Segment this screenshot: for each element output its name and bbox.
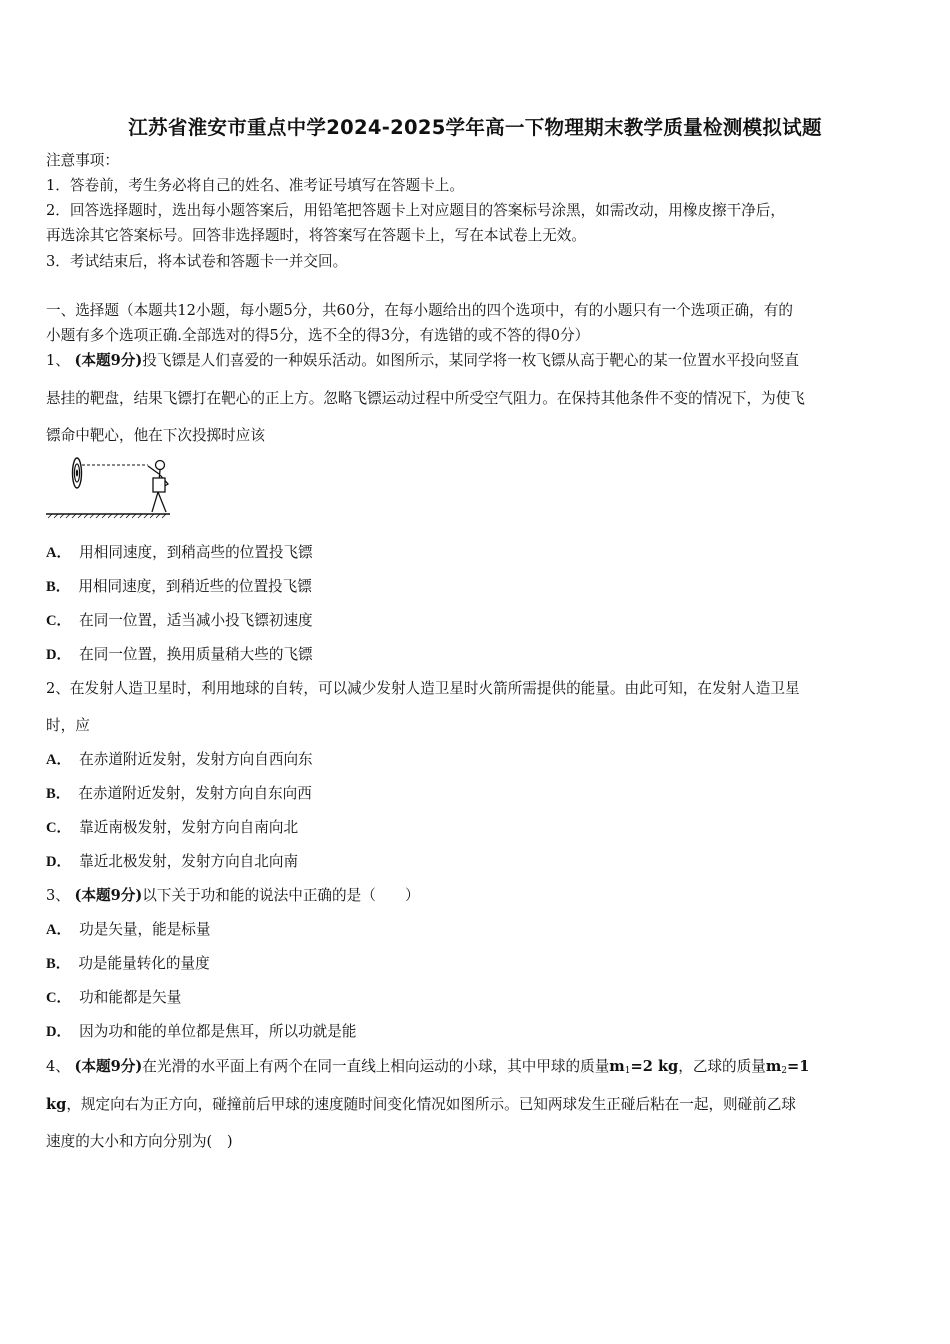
question-1-line xyxy=(46,351,906,371)
question-number: 1、 xyxy=(46,352,70,369)
option-c: C． 靠近南极发射，发射方向自南向北 xyxy=(46,819,299,836)
option-a: A． 用相同速度，到稍高些的位置投飞镖 xyxy=(46,544,313,561)
question-score: (本题9分) xyxy=(74,1058,143,1075)
page-title: 江苏省淮安市重点中学2024-2025学年高一下物理期末教学质量检测模拟试题 xyxy=(128,116,822,139)
question-4-line: 速度的大小和方向分别为( ) xyxy=(46,1133,233,1150)
notice-item: 再选涂其它答案标号。回答非选择题时，将答案写在答题卡上，写在本试卷上无效。 xyxy=(46,227,586,244)
question-number: 4、 xyxy=(46,1058,70,1075)
question-4-line: 4、 (本题9分)在光滑的水平面上有两个在同一直线上相向运动的小球，其中甲球的质量$m_1=2$ kg，乙球的质量$m_2=1$ xyxy=(46,1058,810,1076)
option-c: C． 在同一位置，适当减小投飞镖初速度 xyxy=(46,612,313,629)
dartboard-icon xyxy=(73,458,82,488)
option-b: B． 用相同速度，到稍近些的位置投飞镖 xyxy=(46,578,312,595)
person-icon xyxy=(148,461,168,513)
question-1-line: 悬挂的靶盘，结果飞镖打在靶心的正上方。忽略飞镖运动过程中所受空气阻力。在保持其他条件不变的情况下，为使飞 xyxy=(46,390,805,407)
dart-throw-figure xyxy=(44,452,174,520)
notice-item: 1．答卷前，考生务必将自己的姓名、准考证号填写在答题卡上。 xyxy=(46,177,464,194)
notice-item: 2．回答选择题时，选出每小题答案后，用铅笔把答题卡上对应题目的答案标号涂黑，如需改动，用橡皮擦干净后， xyxy=(46,202,785,219)
question-score: (本题9分) xyxy=(74,352,143,369)
notice-item: 3．考试结束后，将本试卷和答题卡一并交回。 xyxy=(46,253,348,270)
question-stem: 投飞镖是人们喜爱的一种娱乐活动。如图所示，某同学将一枚飞镖从高于靶心的某一位置水平投向竖直 xyxy=(142,352,800,369)
option-a: A． 功是矢量，能是标量 xyxy=(46,921,211,938)
section-instructions: 一、选择题（本题共12小题，每小题5分，共60分，在每小题给出的四个选项中，有的小题只有一个选项正确，有的 xyxy=(46,302,793,319)
option-d: D． 在同一位置，换用质量稍大些的飞镖 xyxy=(46,646,313,663)
notice-heading: 注意事项： xyxy=(46,152,119,169)
question-3-line xyxy=(46,886,906,906)
question-2-line: 时，应 xyxy=(46,717,90,734)
question-score: (本题9分) xyxy=(74,887,143,904)
question-stem: 以下关于功和能的说法中正确的是（ ） xyxy=(142,887,420,904)
option-d: D． 因为功和能的单位都是焦耳，所以功就是能 xyxy=(46,1023,357,1040)
option-c: C． 功和能都是矢量 xyxy=(46,989,182,1006)
option-d: D． 靠近北极发射，发射方向自北向南 xyxy=(46,853,299,870)
option-b: B． 功是能量转化的量度 xyxy=(46,955,210,972)
question-4-line: kg，规定向右为正方向，碰撞前后甲球的速度随时间变化情况如图所示。已知两球发生正碰后粘在一起，则碰前乙球 xyxy=(46,1096,797,1113)
ground-line xyxy=(46,514,170,518)
question-1-line: 镖命中靶心，他在下次投掷时应该 xyxy=(46,427,265,444)
question-2-line: 2、在发射人造卫星时，利用地球的自转，可以减少发射人造卫星时火箭所需提供的能量。由此可知，在发射人造卫星 xyxy=(46,680,800,697)
option-b: B． 在赤道附近发射，发射方向自东向西 xyxy=(46,785,312,802)
option-a: A． 在赤道附近发射，发射方向自西向东 xyxy=(46,751,313,768)
section-instructions: 小题有多个选项正确.全部选对的得5分，选不全的得3分，有选错的或不答的得0分） xyxy=(46,327,590,344)
question-number: 3、 xyxy=(46,887,70,904)
